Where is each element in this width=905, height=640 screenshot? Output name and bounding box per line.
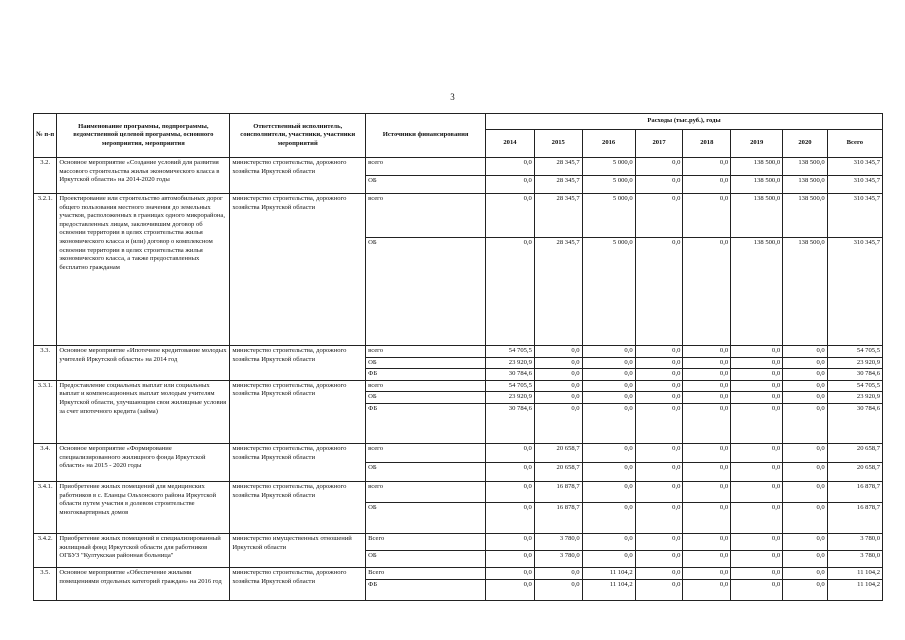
amount-cell: 23 920,9 bbox=[486, 357, 535, 369]
amount-cell: 0,0 bbox=[683, 567, 731, 579]
amount-cell: 0,0 bbox=[731, 502, 783, 533]
amount-cell: 0,0 bbox=[731, 462, 783, 481]
amount-cell: 0,0 bbox=[731, 357, 783, 369]
amount-cell: 0,0 bbox=[582, 550, 635, 567]
amount-cell: 0,0 bbox=[683, 194, 731, 238]
amount-cell: 0,0 bbox=[582, 462, 635, 481]
header-year: 2015 bbox=[534, 130, 582, 158]
amount-cell: 16 878,7 bbox=[534, 502, 582, 533]
amount-cell: 0,0 bbox=[783, 403, 828, 443]
amount-cell: 0,0 bbox=[486, 194, 535, 238]
funding-source: ФБ bbox=[366, 579, 486, 600]
item-number: 3.4.1. bbox=[34, 481, 57, 533]
amount-cell: 138 500,0 bbox=[783, 176, 828, 194]
amount-cell: 0,0 bbox=[635, 533, 683, 550]
amount-cell: 0,0 bbox=[783, 481, 828, 502]
funding-source: Всего bbox=[366, 533, 486, 550]
amount-cell: 5 000,0 bbox=[582, 158, 635, 176]
amount-total: 310 345,7 bbox=[827, 176, 882, 194]
amount-cell: 0,0 bbox=[582, 392, 635, 404]
amount-cell: 0,0 bbox=[582, 403, 635, 443]
amount-cell: 0,0 bbox=[486, 443, 535, 462]
amount-cell: 0,0 bbox=[731, 346, 783, 358]
header-year: 2018 bbox=[683, 130, 731, 158]
amount-cell: 3 780,0 bbox=[534, 533, 582, 550]
amount-total: 310 345,7 bbox=[827, 238, 882, 346]
amount-cell: 5 000,0 bbox=[582, 194, 635, 238]
amount-cell: 54 705,5 bbox=[486, 380, 535, 392]
amount-cell: 0,0 bbox=[635, 369, 683, 381]
amount-total: 54 705,5 bbox=[827, 346, 882, 358]
amount-total: 23 920,9 bbox=[827, 392, 882, 404]
amount-cell: 0,0 bbox=[683, 380, 731, 392]
amount-cell: 0,0 bbox=[683, 392, 731, 404]
amount-cell: 138 500,0 bbox=[731, 176, 783, 194]
header-name: Наименование программы, подпрограммы, ведомственной целевой программы, основного мероприятия, мероприятия bbox=[57, 114, 230, 158]
item-number: 3.4.2. bbox=[34, 533, 57, 567]
amount-cell: 0,0 bbox=[635, 392, 683, 404]
amount-cell: 0,0 bbox=[486, 567, 535, 579]
amount-total: 23 920,9 bbox=[827, 357, 882, 369]
amount-cell: 0,0 bbox=[486, 533, 535, 550]
header-year: 2017 bbox=[635, 130, 683, 158]
funding-source: ФБ bbox=[366, 403, 486, 443]
amount-cell: 0,0 bbox=[486, 238, 535, 346]
amount-cell: 0,0 bbox=[783, 392, 828, 404]
amount-cell: 0,0 bbox=[731, 392, 783, 404]
item-name: Основное мероприятие «Ипотечное кредитование молодых учителей Иркутской области» на 2014 год bbox=[57, 346, 230, 381]
header-total: Всего bbox=[827, 130, 882, 158]
amount-cell: 5 000,0 bbox=[582, 176, 635, 194]
amount-cell: 5 000,0 bbox=[582, 238, 635, 346]
amount-cell: 28 345,7 bbox=[534, 194, 582, 238]
amount-cell: 0,0 bbox=[635, 346, 683, 358]
amount-cell: 0,0 bbox=[635, 443, 683, 462]
amount-cell: 138 500,0 bbox=[731, 158, 783, 176]
amount-cell: 138 500,0 bbox=[783, 158, 828, 176]
funding-source: ОБ bbox=[366, 392, 486, 404]
amount-cell: 23 920,9 bbox=[486, 392, 535, 404]
item-number: 3.2.1. bbox=[34, 194, 57, 346]
table-row bbox=[34, 481, 883, 502]
amount-cell: 0,0 bbox=[683, 443, 731, 462]
amount-cell: 0,0 bbox=[534, 369, 582, 381]
amount-cell: 0,0 bbox=[783, 567, 828, 579]
amount-cell: 0,0 bbox=[486, 462, 535, 481]
amount-total: 30 784,6 bbox=[827, 403, 882, 443]
amount-cell: 0,0 bbox=[683, 176, 731, 194]
amount-cell: 0,0 bbox=[486, 550, 535, 567]
amount-total: 310 345,7 bbox=[827, 158, 882, 176]
item-executor: министерство строительства, дорожного хозяйства Иркутской области bbox=[230, 346, 366, 381]
funding-source: всего bbox=[366, 158, 486, 176]
header-sources: Источники финансирования bbox=[366, 114, 486, 158]
table-row bbox=[34, 380, 883, 392]
amount-cell: 0,0 bbox=[683, 369, 731, 381]
item-executor: министерство строительства, дорожного хозяйства Иркутской области bbox=[230, 380, 366, 443]
page-number: 3 bbox=[450, 92, 455, 102]
amount-cell: 0,0 bbox=[635, 403, 683, 443]
amount-cell: 0,0 bbox=[731, 533, 783, 550]
header-year: 2016 bbox=[582, 130, 635, 158]
amount-cell: 0,0 bbox=[582, 533, 635, 550]
funding-source: ОБ bbox=[366, 176, 486, 194]
amount-cell: 0,0 bbox=[731, 579, 783, 600]
amount-cell: 0,0 bbox=[582, 357, 635, 369]
funding-source: ОБ bbox=[366, 462, 486, 481]
funding-source: всего bbox=[366, 346, 486, 358]
amount-cell: 0,0 bbox=[731, 369, 783, 381]
amount-cell: 0,0 bbox=[486, 579, 535, 600]
table-row bbox=[34, 443, 883, 462]
amount-total: 30 784,6 bbox=[827, 369, 882, 381]
item-number: 3.5. bbox=[34, 567, 57, 600]
funding-source: ОБ bbox=[366, 502, 486, 533]
amount-cell: 0,0 bbox=[534, 357, 582, 369]
item-executor: министерство строительства, дорожного хозяйства Иркутской области bbox=[230, 567, 366, 600]
amount-total: 3 780,0 bbox=[827, 533, 882, 550]
amount-cell: 28 345,7 bbox=[534, 158, 582, 176]
amount-cell: 0,0 bbox=[582, 369, 635, 381]
amount-cell: 28 345,7 bbox=[534, 176, 582, 194]
amount-cell: 54 705,5 bbox=[486, 346, 535, 358]
amount-cell: 0,0 bbox=[783, 357, 828, 369]
amount-cell: 0,0 bbox=[783, 579, 828, 600]
item-name: Предоставление социальных выплат или социальных выплат и компенсационных выплат молодым учителям Иркутской области, улучшающим свои жилищные условия за счет ипотечного кредита (займа) bbox=[57, 380, 230, 443]
amount-cell: 0,0 bbox=[582, 502, 635, 533]
item-executor: министерство строительства, дорожного хозяйства Иркутской области bbox=[230, 194, 366, 346]
amount-cell: 0,0 bbox=[683, 550, 731, 567]
amount-total: 16 878,7 bbox=[827, 502, 882, 533]
item-number: 3.3.1. bbox=[34, 380, 57, 443]
amount-cell: 0,0 bbox=[534, 403, 582, 443]
amount-cell: 0,0 bbox=[731, 550, 783, 567]
amount-cell: 0,0 bbox=[783, 346, 828, 358]
funding-source: ОБ bbox=[366, 550, 486, 567]
amount-cell: 0,0 bbox=[683, 579, 731, 600]
amount-cell: 0,0 bbox=[783, 533, 828, 550]
amount-cell: 11 104,2 bbox=[582, 567, 635, 579]
amount-cell: 0,0 bbox=[783, 369, 828, 381]
amount-cell: 30 784,6 bbox=[486, 403, 535, 443]
funding-source: Всего bbox=[366, 567, 486, 579]
budget-table bbox=[33, 113, 883, 601]
item-number: 3.4. bbox=[34, 443, 57, 481]
funding-source: всего bbox=[366, 380, 486, 392]
amount-cell: 0,0 bbox=[534, 567, 582, 579]
amount-cell: 3 780,0 bbox=[534, 550, 582, 567]
amount-cell: 0,0 bbox=[683, 403, 731, 443]
amount-cell: 0,0 bbox=[635, 194, 683, 238]
amount-cell: 0,0 bbox=[635, 462, 683, 481]
amount-cell: 20 658,7 bbox=[534, 462, 582, 481]
amount-cell: 0,0 bbox=[783, 443, 828, 462]
amount-total: 16 878,7 bbox=[827, 481, 882, 502]
amount-cell: 0,0 bbox=[486, 176, 535, 194]
amount-cell: 0,0 bbox=[486, 502, 535, 533]
amount-cell: 0,0 bbox=[783, 462, 828, 481]
item-name: Основное мероприятие «Обеспечение жилыми помещениями отдельных категорий граждан» на 2016 год bbox=[57, 567, 230, 600]
amount-cell: 28 345,7 bbox=[534, 238, 582, 346]
header-year: 2020 bbox=[783, 130, 828, 158]
amount-cell: 0,0 bbox=[635, 176, 683, 194]
amount-total: 20 658,7 bbox=[827, 443, 882, 462]
amount-cell: 0,0 bbox=[534, 392, 582, 404]
amount-total: 11 104,2 bbox=[827, 579, 882, 600]
amount-cell: 0,0 bbox=[635, 481, 683, 502]
funding-source: ОБ bbox=[366, 357, 486, 369]
amount-cell: 0,0 bbox=[683, 502, 731, 533]
amount-cell: 0,0 bbox=[582, 346, 635, 358]
header-executor: Ответственный исполнитель, соисполнители, участники, участники мероприятий bbox=[230, 114, 366, 158]
funding-source: ОБ bbox=[366, 238, 486, 346]
amount-cell: 16 878,7 bbox=[534, 481, 582, 502]
amount-cell: 0,0 bbox=[534, 346, 582, 358]
amount-total: 54 705,5 bbox=[827, 380, 882, 392]
item-executor: министерство имущественных отношений Иркутской области bbox=[230, 533, 366, 567]
amount-cell: 138 500,0 bbox=[783, 194, 828, 238]
amount-cell: 0,0 bbox=[731, 567, 783, 579]
table-body bbox=[34, 158, 883, 601]
amount-cell: 0,0 bbox=[486, 481, 535, 502]
amount-cell: 0,0 bbox=[683, 158, 731, 176]
item-name: Проектирование или строительство автомобильных дорог общего пользования местного значения до земельных участков, расположенных в границах одного микрорайона, предоставленных лицам, заключившим договор об освоении территории в целях строительства жилья экономического класса и (или) договор о комплексном освоении территории в целях строительства жилья экономического класса, а также предоставленных бесплатно гражданам bbox=[57, 194, 230, 346]
amount-cell: 0,0 bbox=[683, 533, 731, 550]
amount-total: 310 345,7 bbox=[827, 194, 882, 238]
amount-cell: 0,0 bbox=[731, 481, 783, 502]
amount-cell: 0,0 bbox=[731, 403, 783, 443]
amount-cell: 138 500,0 bbox=[731, 194, 783, 238]
amount-cell: 0,0 bbox=[534, 380, 582, 392]
amount-cell: 0,0 bbox=[582, 380, 635, 392]
amount-cell: 0,0 bbox=[683, 462, 731, 481]
amount-cell: 0,0 bbox=[731, 380, 783, 392]
item-name: Основное мероприятие «Формирование специализированного жилищного фонда Иркутской области» на 2015 - 2020 годы bbox=[57, 443, 230, 481]
funding-source: всего bbox=[366, 194, 486, 238]
amount-cell: 0,0 bbox=[635, 357, 683, 369]
amount-cell: 0,0 bbox=[635, 380, 683, 392]
table-row bbox=[34, 346, 883, 358]
item-number: 3.3. bbox=[34, 346, 57, 381]
amount-cell: 0,0 bbox=[783, 380, 828, 392]
amount-cell: 0,0 bbox=[582, 443, 635, 462]
funding-source: всего bbox=[366, 443, 486, 462]
amount-total: 3 780,0 bbox=[827, 550, 882, 567]
amount-cell: 0,0 bbox=[683, 238, 731, 346]
amount-cell: 0,0 bbox=[683, 346, 731, 358]
amount-cell: 0,0 bbox=[783, 502, 828, 533]
header-year: 2014 bbox=[486, 130, 535, 158]
item-number: 3.2. bbox=[34, 158, 57, 194]
amount-cell: 0,0 bbox=[635, 567, 683, 579]
amount-cell: 11 104,2 bbox=[582, 579, 635, 600]
amount-cell: 0,0 bbox=[582, 481, 635, 502]
item-executor: министерство строительства, дорожного хозяйства Иркутской области bbox=[230, 158, 366, 194]
table-row bbox=[34, 533, 883, 550]
amount-cell: 0,0 bbox=[683, 357, 731, 369]
amount-cell: 0,0 bbox=[635, 550, 683, 567]
header-year: 2019 bbox=[731, 130, 783, 158]
table-row bbox=[34, 567, 883, 579]
item-name: Приобретение жилых помещений в специализированный жилищный фонд Иркутской области для работников ОГБУЗ "Култукская районная больница" bbox=[57, 533, 230, 567]
header-num: № п-п bbox=[34, 114, 57, 158]
amount-cell: 0,0 bbox=[635, 158, 683, 176]
amount-cell: 0,0 bbox=[683, 481, 731, 502]
table-row bbox=[34, 194, 883, 238]
amount-cell: 0,0 bbox=[783, 550, 828, 567]
header-expenses: Расходы (тыс.руб.), годы bbox=[486, 114, 883, 130]
amount-cell: 0,0 bbox=[635, 579, 683, 600]
amount-cell: 138 500,0 bbox=[783, 238, 828, 346]
funding-source: ФБ bbox=[366, 369, 486, 381]
table-row bbox=[34, 158, 883, 176]
amount-cell: 30 784,6 bbox=[486, 369, 535, 381]
amount-cell: 0,0 bbox=[486, 158, 535, 176]
amount-cell: 20 658,7 bbox=[534, 443, 582, 462]
amount-cell: 0,0 bbox=[635, 502, 683, 533]
funding-source: всего bbox=[366, 481, 486, 502]
amount-cell: 138 500,0 bbox=[731, 238, 783, 346]
amount-total: 11 104,2 bbox=[827, 567, 882, 579]
amount-cell: 0,0 bbox=[534, 579, 582, 600]
amount-cell: 0,0 bbox=[635, 238, 683, 346]
item-executor: министерство строительства, дорожного хозяйства Иркутской области bbox=[230, 443, 366, 481]
amount-cell: 0,0 bbox=[731, 443, 783, 462]
item-name: Основное мероприятие «Создание условий для развития массового строительства жилья экономического класса в Иркутской области» на 2014-2020 годы bbox=[57, 158, 230, 194]
item-executor: министерство строительства, дорожного хозяйства Иркутской области bbox=[230, 481, 366, 533]
amount-total: 20 658,7 bbox=[827, 462, 882, 481]
item-name: Приобретение жилых помещений для медицинских работников в с. Еланцы Ольхонского района Иркутской области путем участия в долевом строительстве многоквартирных домов bbox=[57, 481, 230, 533]
